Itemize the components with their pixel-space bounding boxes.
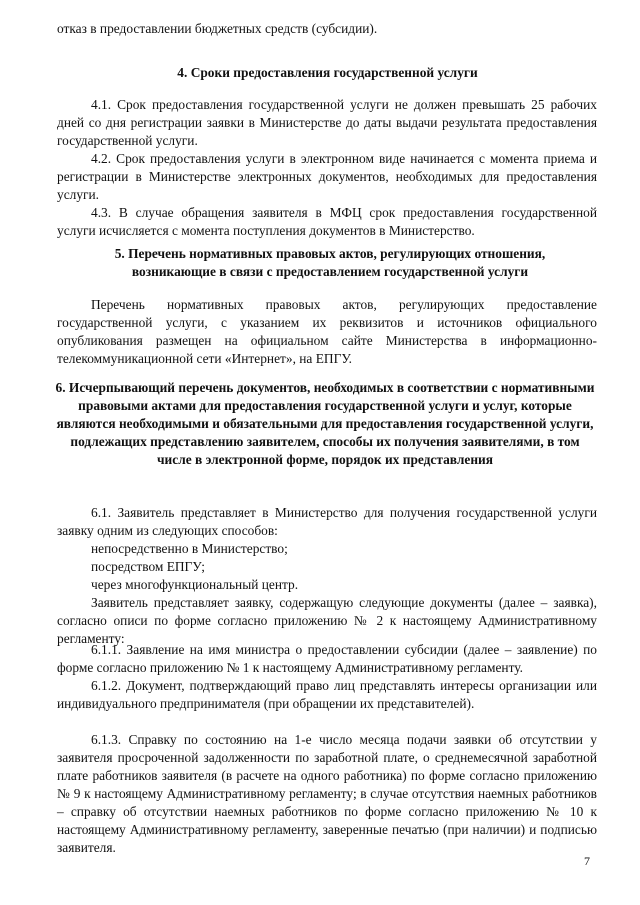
paragraph-6-1-3: 6.1.3. Справку по состоянию на 1-е число месяца подачи заявки об отсутствии у заявителя просроченной задолженности по заработной плате, о среднемесячной заработной плате работников заявителя (в расчете на одного работника) по форме согласно приложению № 9 к настоящему Административному регламенту; в случае отсутствия наемных работников – справку об отсутствии наемных работников по форме согласно приложению № 10 к настоящему Административному регламенту, заверенные печатью (при наличии) и подписью заявителя. [57,732,597,855]
paragraph-4-2: 4.2. Срок предоставления услуги в электронном виде начинается с момента приема и регистрации в Министерстве электронных документов, необходимых для предоставления услуги. [57,151,597,202]
submission-way-2: посредством ЕПГУ; [91,559,205,574]
submission-way-3: через многофункциональный центр. [91,577,299,592]
paragraph-4-1: 4.1. Срок предоставления государственной услуги не должен превышать 25 рабочих дней со дня регистрации заявки в Министерстве до даты выдачи результата предоставления государственной услуги. [57,97,597,148]
section-5-title: 5. Перечень нормативных правовых актов, регулирующих отношения, возникающие в связи с предоставлением государственной услуги [114,246,546,279]
paragraph-4-3: 4.3. В случае обращения заявителя в МФЦ срок предоставления государственной услуги исчисляется с момента поступления документов в Министерство. [57,205,597,238]
paragraph-6-1-docs: Заявитель представляет заявку, содержащую следующие документы (далее – заявка), согласно описи по форме согласно приложению № 2 к настоящему Административному регламенту: [57,595,597,646]
page-number: 7 [584,854,590,868]
paragraph-6-1: 6.1. Заявитель представляет в Министерство для получения государственной услуги заявку одним из следующих способов: [57,505,597,538]
paragraph-5-1: Перечень нормативных правовых актов, регулирующих предоставление государственной услуги, с указанием их реквизитов и источников официального опубликования размещен на официальном сайте Министерства в информационно-телекоммуникационной сети «Интернет», на ЕПГУ. [57,297,597,366]
section-4-title: 4. Сроки предоставления государственной услуги [177,65,478,80]
paragraph-6-1-1: 6.1.1. Заявление на имя министра о предоставлении субсидии (далее – заявление) по форме согласно приложению № 1 к настоящему Административному регламенту. [57,642,597,675]
paragraph-6-1-2: 6.1.2. Документ, подтверждающий право лиц представлять интересы организации или индивидуального предпринимателя (при обращении их представителей). [57,678,597,711]
submission-way-1: непосредственно в Министерство; [91,541,288,556]
section-6-title: 6. Исчерпывающий перечень документов, необходимых в соответствии с нормативными правовыми актами для предоставления государственной услуги и услуг, которые являются необходимыми и обязательными для предоставления государственной услуги, подлежащих представлению заявителем, способы их получения заявителями, в том числе в электронной форме, порядок их представления [55,380,595,467]
top-line: отказ в предоставлении бюджетных средств (субсидии). [57,21,378,36]
